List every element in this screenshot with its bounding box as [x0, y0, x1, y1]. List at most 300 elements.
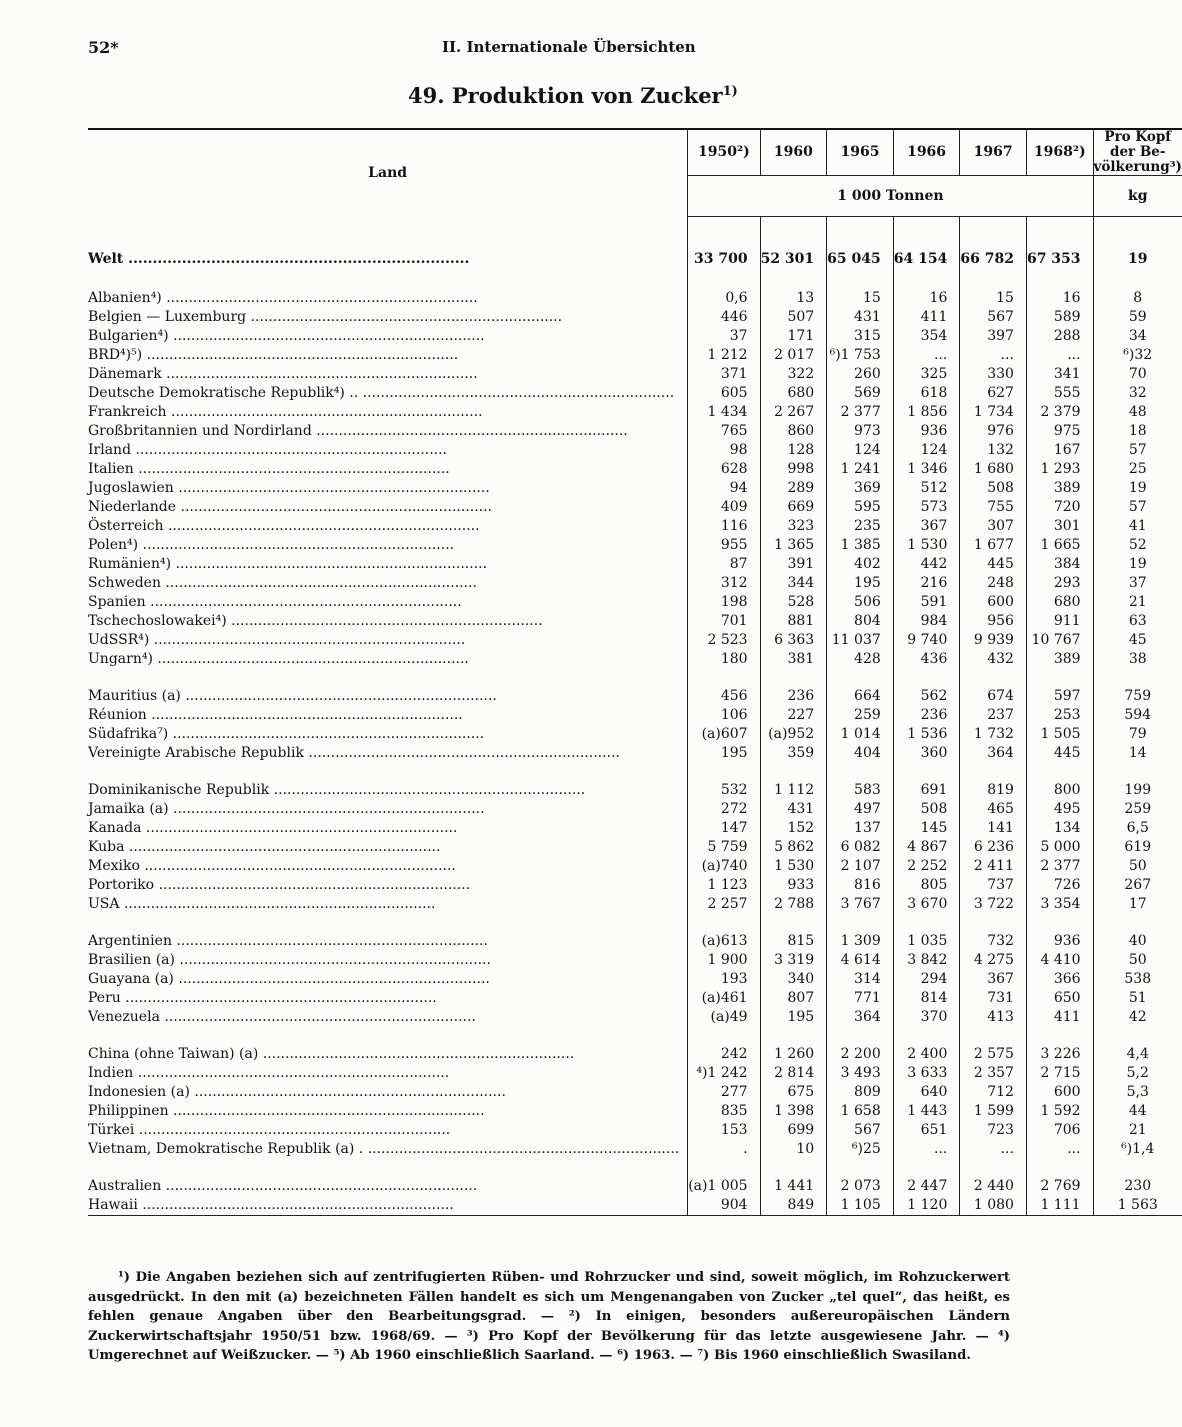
value-cell: 1 441	[760, 1177, 827, 1196]
group-spacer	[88, 271, 1182, 289]
per-capita-header-line: Pro Kopf	[1104, 129, 1172, 145]
country-name: Italien .....	[88, 460, 679, 479]
table-row	[88, 536, 1182, 555]
value-cell: 1 385	[827, 536, 894, 555]
running-head: II. Internationale Übersichten	[442, 38, 696, 56]
value-cell: 1 112	[760, 781, 827, 800]
value-cell: 294	[893, 970, 960, 989]
value-cell: 2 575	[960, 1045, 1027, 1064]
per-capita-cell: 17	[1093, 895, 1182, 914]
country-name: Dominikanische Republik .....	[88, 781, 679, 800]
value-cell: 235	[827, 517, 894, 536]
country-name: Mauritius (a) .....	[88, 687, 679, 706]
table-row	[88, 384, 1182, 403]
value-cell: 98	[688, 441, 760, 460]
value-cell: 1 536	[893, 725, 960, 744]
value-cell: 675	[760, 1083, 827, 1102]
spacer-cell	[688, 669, 760, 687]
value-cell: 323	[760, 517, 827, 536]
per-capita-cell: 8	[1093, 289, 1182, 308]
table-row	[88, 555, 1182, 574]
country-cell	[88, 800, 688, 819]
table-row	[88, 479, 1182, 498]
table-row	[88, 650, 1182, 669]
value-cell: 680	[760, 384, 827, 403]
spacer-cell	[1026, 763, 1093, 781]
spacer-cell	[960, 271, 1027, 289]
table-row	[88, 819, 1182, 838]
value-cell: 315	[827, 327, 894, 346]
value-cell: 5 862	[760, 838, 827, 857]
country-cell	[88, 365, 688, 384]
value-cell: 497	[827, 800, 894, 819]
value-cell: 800	[1026, 781, 1093, 800]
value-cell: 1 260	[760, 1045, 827, 1064]
value-cell: 428	[827, 650, 894, 669]
value-cell: 835	[688, 1102, 760, 1121]
value-cell: 2 715	[1026, 1064, 1093, 1083]
table-row	[88, 1045, 1182, 1064]
value-cell: 805	[893, 876, 960, 895]
table-row	[88, 346, 1182, 365]
value-cell: (a)607	[688, 725, 760, 744]
value-cell: 289	[760, 479, 827, 498]
value-cell: 147	[688, 819, 760, 838]
value-cell: 253	[1026, 706, 1093, 725]
country-name: Kanada .....	[88, 819, 679, 838]
value-cell: 432	[960, 650, 1027, 669]
table-row	[88, 1008, 1182, 1027]
value-cell: 605	[688, 384, 760, 403]
year-header: 1967	[960, 129, 1027, 176]
value-cell: 1 443	[893, 1102, 960, 1121]
spacer-cell	[688, 1159, 760, 1177]
value-cell: 325	[893, 365, 960, 384]
value-cell: 227	[760, 706, 827, 725]
value-cell: 340	[760, 970, 827, 989]
value-cell: 322	[760, 365, 827, 384]
value-cell: 10 767	[1026, 631, 1093, 650]
value-cell: 152	[760, 819, 827, 838]
value-cell: 508	[893, 800, 960, 819]
value-cell: (a)49	[688, 1008, 760, 1027]
value-cell: 354	[893, 327, 960, 346]
value-cell: 236	[760, 687, 827, 706]
per-capita-cell: 57	[1093, 498, 1182, 517]
table-row	[88, 951, 1182, 970]
value-cell: 1 120	[893, 1196, 960, 1216]
per-capita-cell: 759	[1093, 687, 1182, 706]
per-capita-cell: 48	[1093, 403, 1182, 422]
country-cell	[88, 1196, 688, 1216]
value-cell: 555	[1026, 384, 1093, 403]
value-cell: 397	[960, 327, 1027, 346]
value-cell: ⁶)1 753	[827, 346, 894, 365]
value-cell: ⁶)25	[827, 1140, 894, 1159]
group-spacer	[88, 217, 1182, 248]
country-cell	[88, 612, 688, 631]
spacer-cell	[688, 1027, 760, 1045]
value-cell: 712	[960, 1083, 1027, 1102]
value-cell: 1 035	[893, 932, 960, 951]
value-cell: 314	[827, 970, 894, 989]
value-cell: 404	[827, 744, 894, 763]
country-name: Tschechoslowakei⁴) .....	[88, 612, 679, 631]
per-capita-cell: 50	[1093, 857, 1182, 876]
per-capita-cell: 42	[1093, 1008, 1182, 1027]
table-row	[88, 517, 1182, 536]
value-cell: 236	[893, 706, 960, 725]
spacer-cell	[827, 914, 894, 932]
spacer-cell	[1026, 914, 1093, 932]
value-cell: 16	[1026, 289, 1093, 308]
value-cell: 567	[960, 308, 1027, 327]
value-cell: 936	[893, 422, 960, 441]
per-capita-cell: 199	[1093, 781, 1182, 800]
value-cell: 955	[688, 536, 760, 555]
spacer-cell	[893, 1027, 960, 1045]
country-name: Vietnam, Demokratische Republik (a) . .....	[88, 1140, 679, 1159]
table-row	[88, 895, 1182, 914]
value-cell: 589	[1026, 308, 1093, 327]
country-name: Peru .....	[88, 989, 679, 1008]
value-cell: 1 680	[960, 460, 1027, 479]
value-cell: 2 252	[893, 857, 960, 876]
spacer-cell	[893, 271, 960, 289]
value-cell: 567	[827, 1121, 894, 1140]
value-cell: 330	[960, 365, 1027, 384]
country-cell	[88, 1083, 688, 1102]
value-cell: 1 677	[960, 536, 1027, 555]
value-cell: (a)613	[688, 932, 760, 951]
per-capita-cell: 79	[1093, 725, 1182, 744]
year-header: 1965	[827, 129, 894, 176]
value-cell: 1 080	[960, 1196, 1027, 1216]
country-cell	[88, 687, 688, 706]
value-cell: 10	[760, 1140, 827, 1159]
country-name: Guayana (a) .....	[88, 970, 679, 989]
country-name: Südafrika⁷) .....	[88, 725, 679, 744]
per-capita-cell: 44	[1093, 1102, 1182, 1121]
value-cell: 272	[688, 800, 760, 819]
table-row	[88, 876, 1182, 895]
value-cell: 366	[1026, 970, 1093, 989]
country-cell	[88, 460, 688, 479]
per-capita-cell: 230	[1093, 1177, 1182, 1196]
country-cell	[88, 441, 688, 460]
spacer-cell	[760, 669, 827, 687]
country-cell	[88, 744, 688, 763]
country-cell	[88, 308, 688, 327]
value-cell: 64 154	[893, 247, 960, 271]
value-cell: 456	[688, 687, 760, 706]
value-cell: 701	[688, 612, 760, 631]
group-spacer	[88, 763, 1182, 781]
table-title-footnote-mark: 1)	[722, 84, 738, 99]
spacer-cell	[1093, 271, 1182, 289]
country-cell	[88, 970, 688, 989]
country-cell	[88, 536, 688, 555]
value-cell: 1 434	[688, 403, 760, 422]
spacer-cell	[1093, 1159, 1182, 1177]
table-row	[88, 498, 1182, 517]
table-row	[88, 422, 1182, 441]
table-row	[88, 687, 1182, 706]
value-cell: 66 782	[960, 247, 1027, 271]
value-cell: 726	[1026, 876, 1093, 895]
spacer-cell	[760, 1159, 827, 1177]
spacer-cell	[88, 1027, 688, 1045]
value-cell: 381	[760, 650, 827, 669]
spacer-cell	[88, 217, 688, 248]
value-cell: 260	[827, 365, 894, 384]
table-row	[88, 441, 1182, 460]
value-cell: 3 670	[893, 895, 960, 914]
country-cell	[88, 838, 688, 857]
country-name: Ungarn⁴) .....	[88, 650, 679, 669]
per-capita-cell: 19	[1093, 479, 1182, 498]
value-cell: 344	[760, 574, 827, 593]
value-cell: 528	[760, 593, 827, 612]
country-name: Rumänien⁴) .....	[88, 555, 679, 574]
country-name: Indonesien (a) .....	[88, 1083, 679, 1102]
country-cell	[88, 1177, 688, 1196]
value-cell: 600	[960, 593, 1027, 612]
country-name: China (ohne Taiwan) (a) .....	[88, 1045, 679, 1064]
value-cell: (a)461	[688, 989, 760, 1008]
value-cell: 507	[760, 308, 827, 327]
country-name: Irland .....	[88, 441, 679, 460]
per-capita-cell: 538	[1093, 970, 1182, 989]
per-capita-cell: 57	[1093, 441, 1182, 460]
value-cell: (a)1 005	[688, 1177, 760, 1196]
table-row	[88, 1177, 1182, 1196]
value-cell: 2 400	[893, 1045, 960, 1064]
value-cell: 600	[1026, 1083, 1093, 1102]
table-row	[88, 857, 1182, 876]
value-cell: 1 293	[1026, 460, 1093, 479]
value-cell: 67 353	[1026, 247, 1093, 271]
value-cell: 3 319	[760, 951, 827, 970]
value-cell: 364	[960, 744, 1027, 763]
spacer-cell	[88, 914, 688, 932]
spacer-cell	[960, 914, 1027, 932]
value-cell: 2 200	[827, 1045, 894, 1064]
country-cell	[88, 857, 688, 876]
value-cell: ...	[893, 346, 960, 365]
value-cell: 1 592	[1026, 1102, 1093, 1121]
spacer-cell	[688, 271, 760, 289]
value-cell: 804	[827, 612, 894, 631]
value-cell: 128	[760, 441, 827, 460]
value-cell: 371	[688, 365, 760, 384]
value-cell: 881	[760, 612, 827, 631]
table-row	[88, 744, 1182, 763]
unit-header: 1 000 Tonnen	[688, 176, 1093, 217]
value-cell: 9 939	[960, 631, 1027, 650]
value-cell: 2 377	[827, 403, 894, 422]
country-cell	[88, 289, 688, 308]
value-cell: 369	[827, 479, 894, 498]
value-cell: 171	[760, 327, 827, 346]
value-cell: 732	[960, 932, 1027, 951]
value-cell: 124	[827, 441, 894, 460]
spacer-cell	[960, 1027, 1027, 1045]
spacer-cell	[688, 763, 760, 781]
value-cell: ...	[1026, 1140, 1093, 1159]
value-cell: 106	[688, 706, 760, 725]
value-cell: 137	[827, 819, 894, 838]
value-cell: 737	[960, 876, 1027, 895]
spacer-cell	[760, 1027, 827, 1045]
table-row	[88, 706, 1182, 725]
country-cell	[88, 650, 688, 669]
value-cell: 411	[893, 308, 960, 327]
table-row	[88, 932, 1182, 951]
country-cell	[88, 1008, 688, 1027]
spacer-cell	[827, 1027, 894, 1045]
value-cell: 445	[1026, 744, 1093, 763]
value-cell: 87	[688, 555, 760, 574]
value-cell: ...	[1026, 346, 1093, 365]
per-capita-cell: 37	[1093, 574, 1182, 593]
table-row	[88, 593, 1182, 612]
value-cell: 512	[893, 479, 960, 498]
value-cell: 1 658	[827, 1102, 894, 1121]
country-name: Schweden .....	[88, 574, 679, 593]
per-capita-cell: 619	[1093, 838, 1182, 857]
table-row	[88, 1140, 1182, 1159]
country-cell	[88, 1064, 688, 1083]
value-cell: 145	[893, 819, 960, 838]
per-capita-unit: kg	[1093, 176, 1182, 217]
value-cell: 116	[688, 517, 760, 536]
spacer-cell	[893, 763, 960, 781]
value-cell: 141	[960, 819, 1027, 838]
spacer-cell	[827, 1159, 894, 1177]
value-cell: 259	[827, 706, 894, 725]
country-cell	[88, 876, 688, 895]
per-capita-cell: 21	[1093, 593, 1182, 612]
spacer-cell	[827, 669, 894, 687]
value-cell: 94	[688, 479, 760, 498]
country-name: Großbritannien und Nordirland .....	[88, 422, 679, 441]
value-cell: 765	[688, 422, 760, 441]
value-cell: (a)952	[760, 725, 827, 744]
value-cell: 976	[960, 422, 1027, 441]
spacer-cell	[1026, 1027, 1093, 1045]
value-cell: 720	[1026, 498, 1093, 517]
spacer-cell	[1026, 271, 1093, 289]
value-cell: 975	[1026, 422, 1093, 441]
country-name: BRD⁴)⁵) .....	[88, 346, 679, 365]
per-capita-cell: 259	[1093, 800, 1182, 819]
country-cell	[88, 517, 688, 536]
value-cell: 33 700	[688, 247, 760, 271]
per-capita-cell: 63	[1093, 612, 1182, 631]
table-row	[88, 1196, 1182, 1216]
country-name: Albanien⁴) .....	[88, 289, 679, 308]
country-name: Welt .....	[88, 250, 679, 269]
value-cell: 2 411	[960, 857, 1027, 876]
value-cell: 216	[893, 574, 960, 593]
value-cell: 2 257	[688, 895, 760, 914]
country-name: Philippinen .....	[88, 1102, 679, 1121]
value-cell: 650	[1026, 989, 1093, 1008]
country-name: Vereinigte Arabische Republik .....	[88, 744, 679, 763]
value-cell: 627	[960, 384, 1027, 403]
value-cell: 2 379	[1026, 403, 1093, 422]
value-cell: 153	[688, 1121, 760, 1140]
value-cell: 815	[760, 932, 827, 951]
value-cell: 1 014	[827, 725, 894, 744]
country-cell	[88, 422, 688, 441]
value-cell: 442	[893, 555, 960, 574]
value-cell: 3 842	[893, 951, 960, 970]
value-cell: 1 732	[960, 725, 1027, 744]
value-cell: 3 226	[1026, 1045, 1093, 1064]
value-cell: 3 722	[960, 895, 1027, 914]
value-cell: 628	[688, 460, 760, 479]
country-name: Türkei .....	[88, 1121, 679, 1140]
value-cell: 731	[960, 989, 1027, 1008]
value-cell: 618	[893, 384, 960, 403]
value-cell: 2 107	[827, 857, 894, 876]
value-cell: 1 734	[960, 403, 1027, 422]
country-cell	[88, 384, 688, 403]
per-capita-cell: 52	[1093, 536, 1182, 555]
spacer-cell	[760, 271, 827, 289]
value-cell: 389	[1026, 650, 1093, 669]
per-capita-cell: 19	[1093, 555, 1182, 574]
page-number: 52*	[88, 38, 119, 57]
country-name: USA .....	[88, 895, 679, 914]
value-cell: 4 614	[827, 951, 894, 970]
per-capita-cell: ⁶)32	[1093, 346, 1182, 365]
value-cell: 583	[827, 781, 894, 800]
value-cell: 669	[760, 498, 827, 517]
value-cell: 597	[1026, 687, 1093, 706]
table-row	[88, 308, 1182, 327]
per-capita-header-line: der Be-	[1110, 144, 1166, 160]
country-name: Indien .....	[88, 1064, 679, 1083]
value-cell: ...	[960, 1140, 1027, 1159]
value-cell: 288	[1026, 327, 1093, 346]
country-cell	[88, 593, 688, 612]
value-cell: 1 530	[893, 536, 960, 555]
value-cell: 1 212	[688, 346, 760, 365]
spacer-cell	[960, 217, 1027, 248]
country-name: Venezuela .....	[88, 1008, 679, 1027]
country-cell	[88, 951, 688, 970]
per-capita-cell: 34	[1093, 327, 1182, 346]
spacer-cell	[88, 1159, 688, 1177]
value-cell: 723	[960, 1121, 1027, 1140]
value-cell: (a)740	[688, 857, 760, 876]
value-cell: 1 900	[688, 951, 760, 970]
value-cell: 1 599	[960, 1102, 1027, 1121]
value-cell: 195	[827, 574, 894, 593]
value-cell: 956	[960, 612, 1027, 631]
spacer-cell	[760, 217, 827, 248]
value-cell: 4 410	[1026, 951, 1093, 970]
country-cell	[88, 895, 688, 914]
value-cell: 2 073	[827, 1177, 894, 1196]
value-cell: 1 505	[1026, 725, 1093, 744]
table-row	[88, 989, 1182, 1008]
table-row	[88, 403, 1182, 422]
year-header: 1966	[893, 129, 960, 176]
